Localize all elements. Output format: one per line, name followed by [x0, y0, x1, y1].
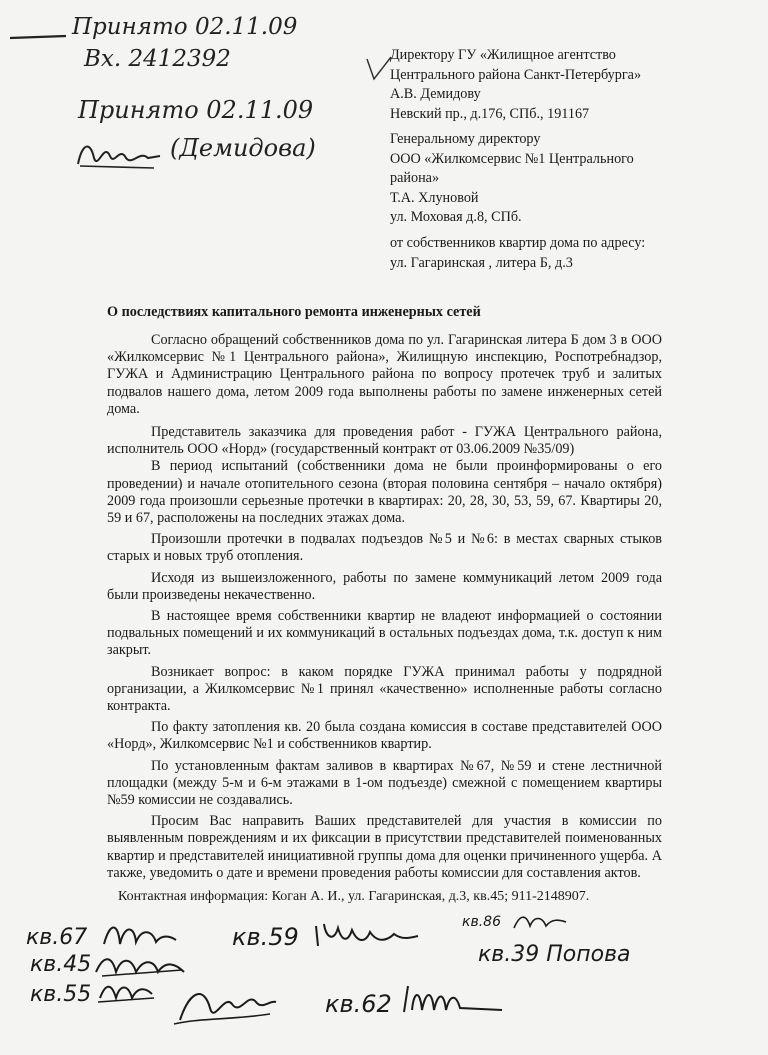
addressee2-line: Т.А. Хлуновой: [390, 189, 479, 206]
body-paragraph: В настоящее время собственники квартир не владеют информацией о состоянии подвальных помещений и их коммуникаций в остальных подъездах дома, т.к. доступ к ним закрыт.: [107, 608, 662, 659]
acceptance-text: Принято 02.11.09: [78, 96, 314, 124]
sender-line: от собственников квартир дома по адресу:: [390, 235, 646, 251]
letter-body: [107, 332, 662, 882]
signature-scribble: [398, 980, 508, 1020]
body-paragraph: Согласно обращений собственников дома по ул. Гагаринская литера Б дом 3 в ООО «Жилкомсервис №1 Центрального района», Жилищную инспекцию, Роспотребнадзор, ГУЖА и Администрацию Центрального района по вопросу протечек труб и залитых подвалов нашего дома, летом 2009 года выполнены работы по замене инженерных сетей дома.: [107, 332, 662, 417]
signature-label: кв.62: [325, 990, 392, 1018]
addressee1-line: Невский пр., д.176, СПб., 191167: [390, 105, 590, 122]
acceptance-name: (Демидова): [170, 134, 316, 162]
addressee2-line: ул. Моховая д.8, СПб.: [390, 209, 522, 225]
signature-scribble: [512, 908, 568, 934]
signature-label: кв.86: [462, 914, 501, 930]
addressee2-line: района»: [390, 170, 440, 186]
body-paragraph: Исходя из вышеизложенного, работы по замене коммуникаций летом 2009 года были произведены некачественно.: [107, 569, 662, 603]
addressee-block-2: [390, 130, 700, 228]
body-paragraph: Произошли протечки в подвалах подъездов №5 и №6: в местах сварных стыков старых и новых труб отопления.: [107, 531, 662, 565]
signature-label: кв.59: [232, 923, 299, 951]
body-paragraph: Возникает вопрос: в каком порядке ГУЖА принимал работы у подрядной организации, а Жилкомсервис №1 принял «качественно» исполненные работы согласно контракта.: [107, 663, 662, 715]
addressee2-line: ООО «Жилкомсервис №1 Центрального: [390, 150, 634, 167]
signature-scribble: [312, 918, 422, 952]
body-paragraph: По установленным фактам заливов в квартирах №67, №59 и стене лестничной площадки (между 5-м и 6-м этажами в 1-ом подъезде) смежной с помещением квартиры №59 комиссии не создавались.: [107, 757, 662, 809]
signature-label: кв.39 Попова: [478, 942, 631, 967]
addressee-block-1: [390, 46, 641, 124]
body-paragraph: Просим Вас направить Ваших представителей для участия в комиссии по выявленным повреждениям и их фиксации в присутствии представителей поименованных квартир и представителей инициативной группы дома для оценки причиненного ущерба. А также, уведомить о дате и времени проведения работы комиссии для составления актов.: [107, 813, 662, 881]
sender-block: [390, 234, 645, 273]
addressee2-line: Генеральному директору: [390, 131, 541, 147]
letter-title: О последствиях капитального ремонта инженерных сетей: [107, 304, 481, 320]
signature-scribble: [100, 918, 180, 952]
addressee1-line: Директору ГУ «Жилищное агентство: [390, 47, 616, 63]
addressee1-line: Центрального района Санкт-Петербурга»: [390, 66, 642, 83]
body-paragraph: В период испытаний (собственники дома не были проинформированы о его проведении) и начале отопительного сезона (вторая половина сентября – начало октября) 2009 года произошли серьезные протечки в квартирах: 20, 28, 30, 53, 59, 67. Квартиры 20, 59 и 67, расположены на последних этажах дома.: [107, 458, 662, 527]
sender-line: ул. Гагаринская , литера Б, д.3: [390, 254, 573, 271]
stamp-dash-mark: [8, 30, 68, 50]
signature-scribble: [96, 976, 156, 1006]
body-paragraph: По факту затопления кв. 20 была создана комиссия в составе представителей ООО «Норд», Жилкомсервис №1 и собственников квартир.: [107, 719, 662, 753]
addressee1-line: А.В. Демидову: [390, 86, 481, 102]
contact-info: Контактная информация: Коган А. И., ул. Гагаринская, д.3, кв.45; 911-2148907.: [118, 889, 590, 904]
signature-label: кв.45: [30, 952, 92, 977]
signature-label: кв.67: [26, 925, 88, 950]
signature-label: кв.55: [30, 982, 92, 1007]
signature-scribble: [170, 980, 280, 1030]
acceptance-signature: [74, 136, 164, 172]
stamp-line-1: Принято 02.11.09: [72, 14, 298, 40]
stamp-line-2: Вх. 2412392: [84, 46, 231, 72]
body-paragraph: Представитель заказчика для проведения работ - ГУЖА Центрального района, исполнитель ООО «Норд» (государственный контракт от 03.06.2009 №35/09): [107, 424, 662, 458]
